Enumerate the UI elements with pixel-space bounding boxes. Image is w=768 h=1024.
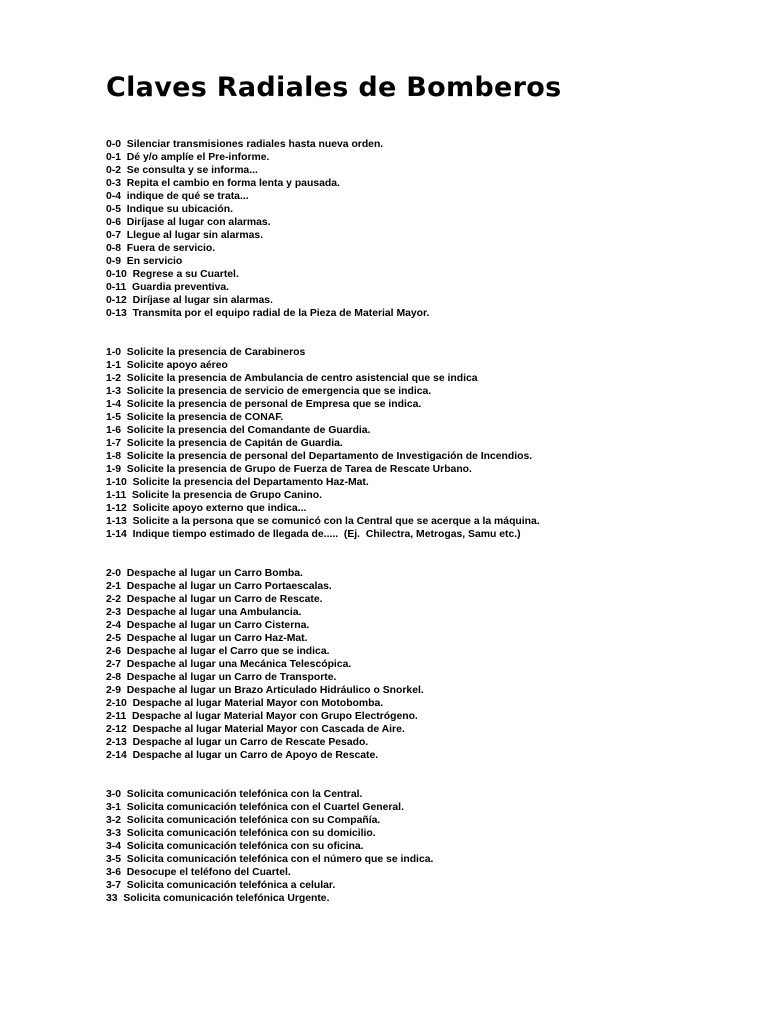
code-line: 33 Solicita comunicación telefónica Urgente. <box>106 893 330 904</box>
code-line: 0-9 En servicio <box>106 256 183 267</box>
code-line: 2-13 Despache al lugar un Carro de Rescate Pesado. <box>106 737 369 748</box>
code-line: 0-12 Diríjase al lugar sin alarmas. <box>106 295 273 306</box>
code-line: 0-7 Llegue al lugar sin alarmas. <box>106 230 264 241</box>
code-line: 3-6 Desocupe el teléfono del Cuartel. <box>106 867 291 878</box>
code-line: 1-12 Solicite apoyo externo que indica... <box>106 503 307 514</box>
code-line: 1-0 Solicite la presencia de Carabineros <box>106 347 306 358</box>
code-line: 2-1 Despache al lugar un Carro Portaescalas. <box>106 581 332 592</box>
code-line: 0-0 Silenciar transmisiones radiales hasta nueva orden. <box>106 139 384 150</box>
code-line: 0-11 Guardia preventiva. <box>106 282 230 293</box>
document-page <box>106 70 746 905</box>
code-line: 1-14 Indique tiempo estimado de llegada de..... (Ej. Chilectra, Metrogas, Samu etc.) <box>106 529 521 540</box>
code-line: 2-5 Despache al lugar un Carro Haz-Mat. <box>106 633 308 644</box>
codes-section-3 <box>106 788 746 905</box>
code-line: 1-11 Solicite la presencia de Grupo Canino. <box>106 490 322 501</box>
code-line: 1-5 Solicite la presencia de CONAF. <box>106 412 284 423</box>
code-line: 3-4 Solicita comunicación telefónica con su oficina. <box>106 841 364 852</box>
code-line: 1-10 Solicite la presencia del Departamento Haz-Mat. <box>106 477 369 488</box>
code-line: 3-5 Solicita comunicación telefónica con el número que se indica. <box>106 854 434 865</box>
code-line: 1-9 Solicite la presencia de Grupo de Fuerza de Tarea de Rescate Urbano. <box>106 464 472 475</box>
document-title: Claves Radiales de Bomberos <box>106 72 562 103</box>
code-line: 3-3 Solicita comunicación telefónica con su domicilio. <box>106 828 376 839</box>
code-line: 1-3 Solicite la presencia de servicio de emergencia que se indica. <box>106 386 432 397</box>
code-line: 2-8 Despache al lugar un Carro de Transporte. <box>106 672 337 683</box>
code-line: 3-7 Solicita comunicación telefónica a celular. <box>106 880 336 891</box>
code-line: 1-1 Solicite apoyo aéreo <box>106 360 228 371</box>
code-line: 1-8 Solicite la presencia de personal del Departamento de Investigación de Incendios. <box>106 451 533 462</box>
code-line: 0-13 Transmita por el equipo radial de la Pieza de Material Mayor. <box>106 308 430 319</box>
code-line: 2-3 Despache al lugar una Ambulancia. <box>106 607 302 618</box>
code-line: 2-9 Despache al lugar un Brazo Articulado Hidráulico o Snorkel. <box>106 685 424 696</box>
code-line: 0-8 Fuera de servicio. <box>106 243 216 254</box>
code-line: 1-7 Solicite la presencia de Capitán de Guardia. <box>106 438 343 449</box>
code-line: 1-4 Solicite la presencia de personal de Empresa que se indica. <box>106 399 422 410</box>
code-line: 2-0 Despache al lugar un Carro Bomba. <box>106 568 303 579</box>
code-line: 0-5 Indique su ubicación. <box>106 204 234 215</box>
code-line: 3-0 Solicita comunicación telefónica con la Central. <box>106 789 363 800</box>
code-line: 3-2 Solicita comunicación telefónica con su Compañía. <box>106 815 381 826</box>
codes-section-0 <box>106 138 746 320</box>
code-line: 0-4 indique de qué se trata... <box>106 191 249 202</box>
code-line: 0-3 Repita el cambio en forma lenta y pausada. <box>106 178 340 189</box>
code-line: 2-12 Despache al lugar Material Mayor con Cascada de Aire. <box>106 724 405 735</box>
code-line: 2-11 Despache al lugar Material Mayor con Grupo Electrógeno. <box>106 711 418 722</box>
code-line: 2-2 Despache al lugar un Carro de Rescate. <box>106 594 323 605</box>
code-line: 2-6 Despache al lugar el Carro que se indica. <box>106 646 330 657</box>
code-line: 1-2 Solicite la presencia de Ambulancia de centro asistencial que se indica <box>106 373 478 384</box>
code-line: 1-13 Solicite a la persona que se comunicó con la Central que se acerque a la máquina. <box>106 516 540 527</box>
code-line: 2-4 Despache al lugar un Carro Cisterna. <box>106 620 310 631</box>
codes-section-2 <box>106 567 746 762</box>
code-line: 2-7 Despache al lugar una Mecánica Telescópica. <box>106 659 352 670</box>
code-line: 0-10 Regrese a su Cuartel. <box>106 269 239 280</box>
code-line: 0-2 Se consulta y se informa... <box>106 165 258 176</box>
code-line: 2-14 Despache al lugar un Carro de Apoyo de Rescate. <box>106 750 379 761</box>
code-line: 2-10 Despache al lugar Material Mayor con Motobomba. <box>106 698 384 709</box>
code-line: 0-1 Dé y/o amplíe el Pre-informe. <box>106 152 270 163</box>
codes-section-1 <box>106 346 746 541</box>
code-line: 0-6 Diríjase al lugar con alarmas. <box>106 217 271 228</box>
code-line: 1-6 Solicite la presencia del Comandante de Guardia. <box>106 425 371 436</box>
code-line: 3-1 Solicita comunicación telefónica con el Cuartel General. <box>106 802 404 813</box>
